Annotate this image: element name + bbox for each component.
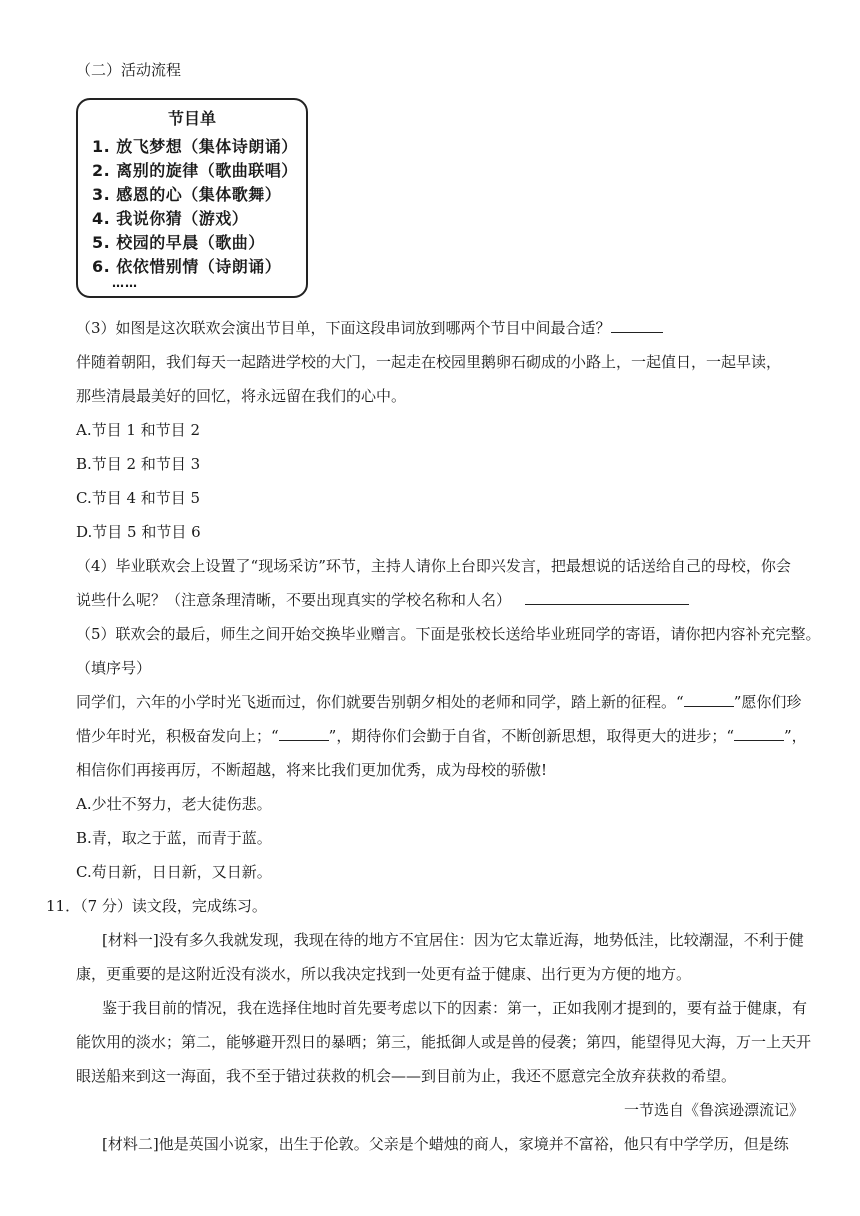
answer-blank[interactable] bbox=[734, 726, 784, 741]
q5-line: （填序号） bbox=[76, 659, 152, 677]
answer-blank[interactable] bbox=[279, 726, 329, 741]
q5-paragraph-line bbox=[76, 692, 801, 712]
q4-line: （4）毕业联欢会上设置了“现场采访”环节，主持人请你上台即兴发言，把最想说的话送给自己的母校，你会 bbox=[76, 557, 791, 575]
q4-line2-text: 说些什么呢？（注意条理清晰，不要出现真实的学校名称和人名） bbox=[76, 591, 512, 609]
program-list-box bbox=[76, 98, 308, 298]
material-one-line: [材料一]没有多久我就发现，我现在待的地方不宜居住：因为它太靠近海，地势低洼，比较潮湿，不利于健 bbox=[102, 931, 804, 949]
q5-text: ”， bbox=[784, 727, 807, 745]
q11-heading: 11．（7 分）读文段，完成练习。 bbox=[46, 897, 267, 915]
answer-blank[interactable] bbox=[684, 692, 734, 707]
program-list-title: 节目单 bbox=[167, 109, 216, 128]
program-item: 4. 我说你猜（游戏） bbox=[92, 209, 249, 228]
q3-option-c: C.节目 4 和节目 5 bbox=[76, 489, 201, 507]
material-one-paragraph-line: 鉴于我目前的情况，我在选择住地时首先要考虑以下的因素：第一，正如我刚才提到的，要有益于健康，有 bbox=[102, 999, 808, 1017]
q5-text: 同学们，六年的小学时光飞逝而过，你们就要告别朝夕相处的老师和同学，踏上新的征程。“ bbox=[76, 693, 684, 711]
q5-option-b: B.青，取之于蓝，而青于蓝。 bbox=[76, 829, 272, 847]
source-citation: 一节选自《鲁滨逊漂流记》 bbox=[623, 1101, 804, 1119]
material-one-line: 康，更重要的是这附近没有淡水，所以我决定找到一处更有益于健康、出行更为方便的地方。 bbox=[76, 965, 692, 983]
q3-prompt-text: （3）如图是这次联欢会演出节目单，下面这段串词放到哪两个节目中间最合适？ bbox=[76, 319, 611, 337]
q5-text: 惜少年时光，积极奋发向上；“ bbox=[76, 727, 279, 745]
q5-paragraph-line bbox=[76, 726, 807, 746]
q5-option-c: C.苟日新，日日新，又日新。 bbox=[76, 863, 272, 881]
q3-prompt bbox=[76, 318, 663, 338]
q5-paragraph-line: 相信你们再接再厉，不断超越，将来比我们更加优秀，成为母校的骄傲! bbox=[76, 761, 548, 779]
q5-text: ”愿你们珍 bbox=[733, 693, 802, 711]
q5-text: ”，期待你们会勤于自省，不断创新思想，取得更大的进步；“ bbox=[328, 727, 735, 745]
q4-line bbox=[76, 590, 689, 610]
program-item: 6. 依依惜别情（诗朗诵） bbox=[92, 257, 282, 276]
q3-option-a: A.节目 1 和节目 2 bbox=[76, 421, 200, 439]
answer-blank[interactable] bbox=[525, 590, 689, 605]
q5-line: （5）联欢会的最后，师生之间开始交换毕业赠言。下面是张校长送给毕业班同学的寄语，请你把内容补充完整。 bbox=[76, 625, 821, 643]
program-item: 5. 校园的早晨（歌曲） bbox=[92, 233, 265, 252]
material-one-paragraph-line: 能饮用的淡水；第二，能够避开烈日的暴晒；第三，能抵御人或是兽的侵袭；第四，能望得见大海，万一上天开 bbox=[76, 1033, 812, 1051]
material-two-line: [材料二]他是英国小说家，出生于伦敦。父亲是个蜡烛的商人，家境并不富裕，他只有中学学历，但是练 bbox=[102, 1135, 789, 1153]
q3-passage-line: 伴随着朝阳，我们每天一起踏进学校的大门，一起走在校园里鹅卵石砌成的小路上，一起值日，一起早读， bbox=[76, 353, 782, 371]
section-heading: （二）活动流程 bbox=[76, 61, 182, 79]
program-more-ellipsis: …… bbox=[112, 276, 138, 290]
answer-blank[interactable] bbox=[611, 318, 663, 333]
program-item: 3. 感恩的心（集体歌舞） bbox=[92, 185, 282, 204]
q3-option-b: B.节目 2 和节目 3 bbox=[76, 455, 201, 473]
q3-passage-line: 那些清晨最美好的回忆，将永远留在我们的心中。 bbox=[76, 387, 407, 405]
program-item: 2. 离别的旋律（歌曲联唱） bbox=[92, 161, 298, 180]
material-one-paragraph-line: 眼送船来到这一海面，我不至于错过获救的机会——到目前为止，我还不愿意完全放弃获救的希望。 bbox=[76, 1067, 737, 1085]
q3-option-d: D.节目 5 和节目 6 bbox=[76, 523, 201, 541]
program-item: 1. 放飞梦想（集体诗朗诵） bbox=[92, 137, 298, 156]
q5-option-a: A.少壮不努力，老大徒伤悲。 bbox=[76, 795, 272, 813]
